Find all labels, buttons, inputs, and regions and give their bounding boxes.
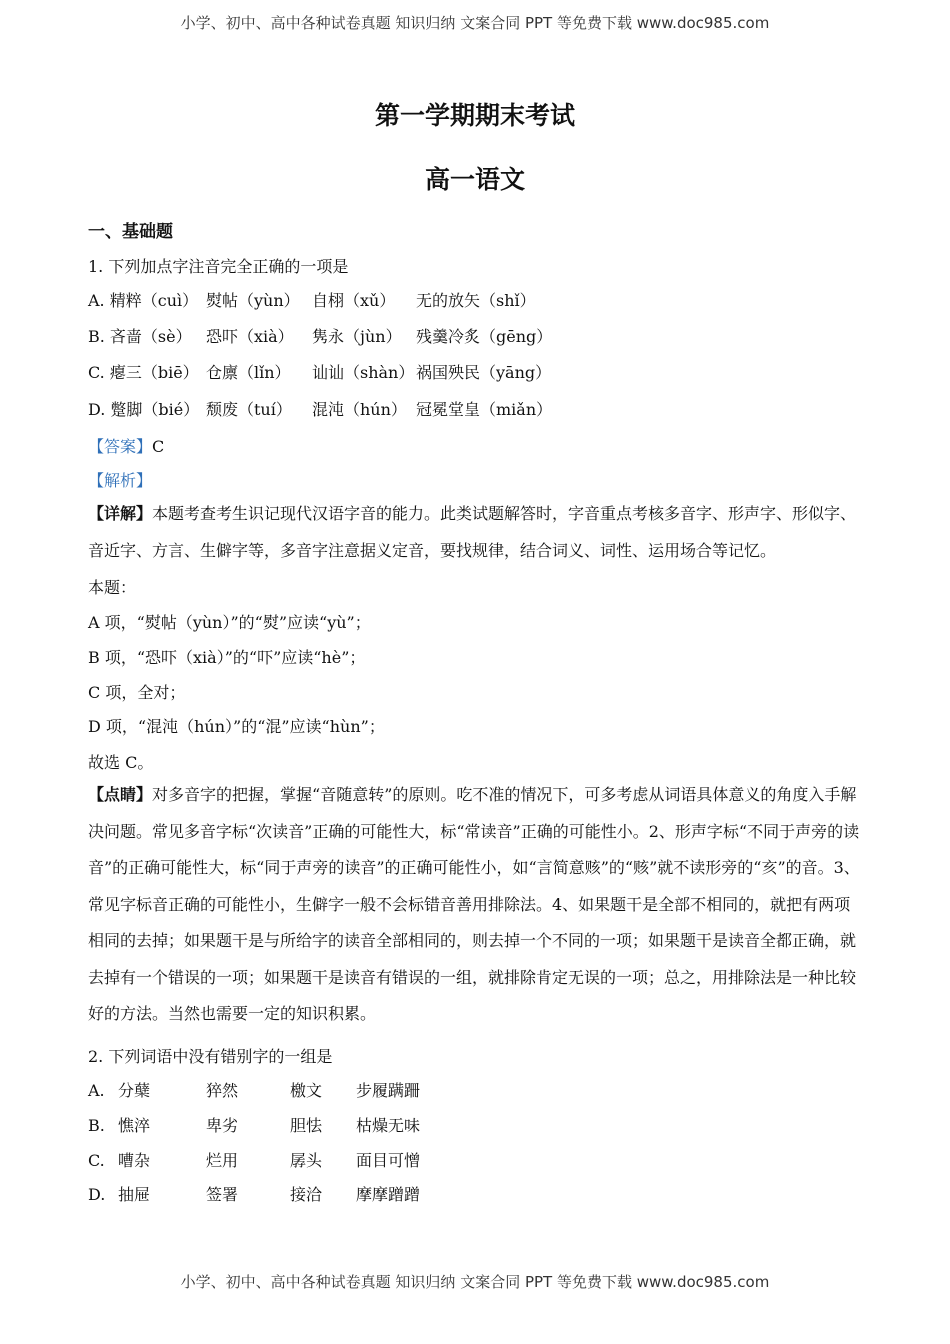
analysis-line: C 项，全对； (88, 683, 186, 702)
option-word: 胆怯 (290, 1116, 323, 1135)
option-label: B. (88, 1116, 105, 1135)
option-word: 签署 (206, 1185, 239, 1204)
option-word: 冠冕堂皇（miǎn） (416, 400, 553, 419)
answer-line (88, 434, 164, 457)
option-word: 残羹冷炙（gēng） (416, 327, 553, 346)
option-word: 猝然 (206, 1081, 239, 1100)
answer-value: C (152, 437, 165, 456)
analysis-line: A 项，“熨帖（yùn）”的“熨”应读“yù”； (88, 613, 371, 632)
option-word: 无的放矢（shǐ） (416, 291, 536, 310)
option-word: 混沌（hún） (312, 400, 407, 419)
option-word: 枯燥无味 (356, 1116, 421, 1135)
section-heading: 一、基础题 (88, 222, 173, 242)
option-label: A. (88, 1081, 105, 1100)
option-word: 颓废（tuí） (206, 400, 292, 419)
q2-option-b (88, 1113, 420, 1136)
option-word: 檄文 (290, 1081, 323, 1100)
analysis-label: 【解析】 (88, 471, 153, 490)
page-header: 小学、初中、高中各种试卷真题 知识归纳 文案合同 PPT 等免费下载 www.doc985.com (180, 14, 770, 32)
question-1-stem: 1. 下列加点字注音完全正确的一项是 (88, 257, 349, 276)
option-word: 接洽 (290, 1185, 323, 1204)
q2-option-d (88, 1182, 420, 1205)
page-footer: 小学、初中、高中各种试卷真题 知识归纳 文案合同 PPT 等免费下载 www.doc985.com (180, 1273, 770, 1291)
answer-label: 【答案】 (88, 437, 153, 456)
option-word: 步履蹒跚 (356, 1081, 421, 1100)
option-word: A. 精粹（cuì） (88, 291, 199, 310)
tip-text: 对多音字的把握，掌握“音随意转”的原则。吃不准的情况下，可多考虑从词语具体意义的角度入手解决问题。常见多音字标“次读音”正确的可能性大，标“常读音”正确的可能性小。2、形声字标“不同于声旁的读音”的正确可能性大，标“同于声旁的读音”的正确可能性小，如“言简意赅”的“赅”就不读形旁的“亥”的音。3、常见字标音正确的可能性小，生僻字一般不会标错音善用排除法。4、如果题干是全部不相同的，就把有两项相同的去掉；如果题干是与所给字的读音全部相同的，则去掉一个不同的一项；如果题干是读音全都正确，就去掉有一个错误的一项；如果题干是读音有错误的一组，就排除肯定无误的一项；总之，用排除法是一种比较好的方法。当然也需要一定的知识积累。 (88, 785, 860, 1023)
analysis-line: B 项，“恐吓（xià）”的“吓”应读“hè”； (88, 648, 366, 667)
option-word: 隽永（jùn） (312, 327, 402, 346)
q2-option-a (88, 1078, 420, 1101)
detail-text: 本题考查考生识记现代汉语字音的能力。此类试题解答时，字音重点考核多音字、形声字、形似字、音近字、方言、生僻字等，多音字注意据义定音，要找规律，结合词义、词性、运用场合等记忆。 (88, 504, 857, 560)
detail-label: 【详解】 (88, 504, 153, 523)
q1-option-a (88, 288, 536, 311)
exam-subtitle: 高一语文 (424, 165, 525, 194)
analysis-line: 本题： (88, 578, 137, 597)
option-word: 面目可憎 (356, 1151, 421, 1170)
option-label: C. (88, 1151, 105, 1170)
option-word: 嘈杂 (118, 1151, 151, 1170)
option-word: 抽屉 (118, 1185, 151, 1204)
q1-option-d (88, 397, 552, 420)
q1-option-c (88, 360, 551, 383)
option-word: 摩摩蹭蹭 (356, 1185, 421, 1204)
option-word: 自栩（xǔ） (312, 291, 396, 310)
q2-option-c (88, 1148, 420, 1171)
option-word: 卑劣 (206, 1116, 239, 1135)
q1-option-b (88, 324, 552, 347)
tip-paragraph (88, 777, 866, 1033)
option-word: 烂用 (206, 1151, 239, 1170)
exam-title: 第一学期期末考试 (374, 101, 575, 130)
tip-label: 【点睛】 (88, 785, 153, 804)
option-word: 分蘖 (118, 1081, 151, 1100)
option-word: 熨帖（yùn） (206, 291, 300, 310)
option-word: 憔淬 (118, 1116, 151, 1135)
option-word: 讪讪（shàn） (312, 363, 415, 382)
option-word: 仓廪（lǐn） (206, 363, 291, 382)
option-label: D. (88, 1185, 106, 1204)
option-word: 孱头 (290, 1151, 323, 1170)
question-2-stem: 2. 下列词语中没有错别字的一组是 (88, 1047, 333, 1066)
option-word: 祸国殃民（yāng） (416, 363, 552, 382)
option-word: C. 瘪三（biē） (88, 363, 199, 382)
option-word: D. 蹩脚（bié） (88, 400, 200, 419)
detail-paragraph (88, 496, 866, 569)
option-word: B. 吝啬（sè） (88, 327, 192, 346)
option-word: 恐吓（xià） (206, 327, 294, 346)
analysis-line: 故选 C。 (88, 753, 154, 772)
analysis-line: D 项，“混沌（hún）”的“混”应读“hùn”； (88, 717, 385, 736)
